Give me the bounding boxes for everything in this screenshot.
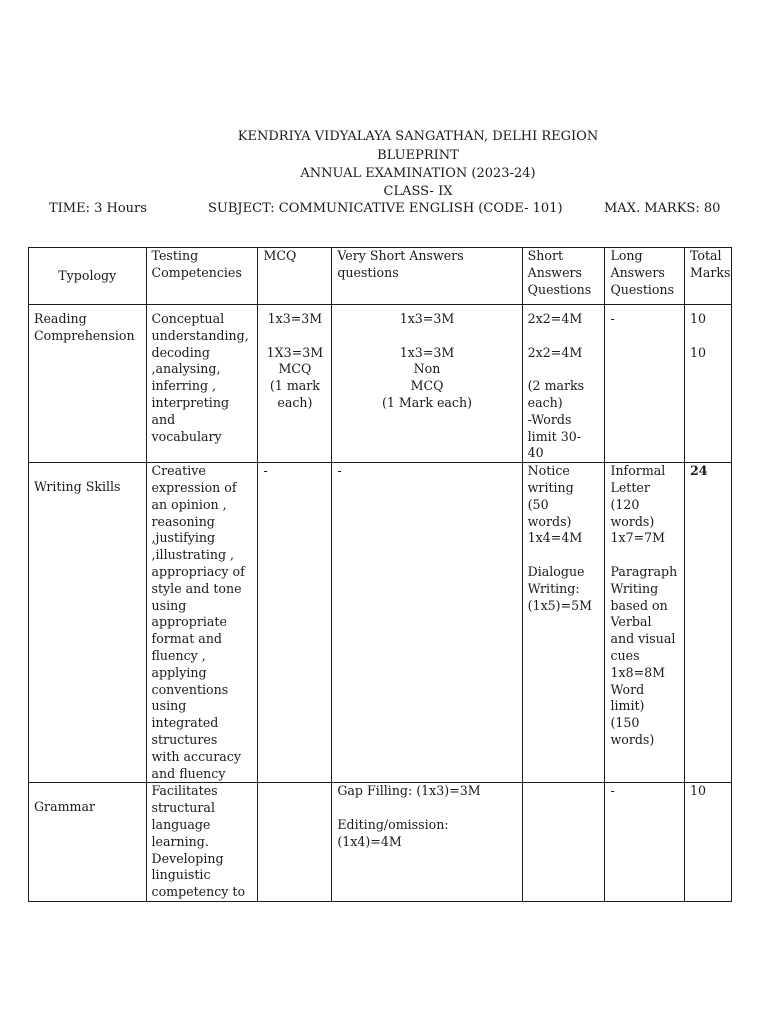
vsa-cell: Gap Filling: (1x3)=3M Editing/omission: (1x4)=4M — [332, 783, 522, 902]
total-value: 24 — [689, 463, 708, 479]
table-row-writing-skills — [29, 463, 732, 783]
table-row-reading-comprehension — [29, 305, 732, 463]
blueprint-table — [28, 247, 732, 902]
table-header-row — [29, 248, 732, 305]
exam-max-marks: MAX. MARKS: 80 — [604, 201, 721, 216]
competencies-cell: Creative expression of an opinion , reasoning ,justifying ,illustrating , appropriacy of style and tone using appropriate format and fluency , applying conventions using integrated structures with accuracy and fluency — [146, 463, 258, 783]
typology-label: Grammar — [34, 799, 96, 815]
sa-cell: 2x2=4M 2x2=4M (2 marks each) -Words limit 30- 40 — [522, 305, 605, 463]
typology-cell: Reading Comprehension — [29, 305, 147, 463]
vsa-cell: - — [332, 463, 522, 783]
header-line-document-type: BLUEPRINT — [377, 148, 459, 163]
sa-cell: Notice writing (50 words) 1x4=4M Dialogue Writing: (1x5)=5M — [522, 463, 605, 783]
header-line-class: CLASS- IX — [383, 184, 453, 199]
la-cell: Informal Letter (120 words) 1x7=7M Paragraph Writing based on Verbal and visual cues 1x8=8M Word limit) (150 words) — [605, 463, 684, 783]
header-line-organisation: KENDRIYA VIDYALAYA SANGATHAN, DELHI REGION — [237, 129, 599, 144]
competencies-cell: Facilitates structural language learning. Developing linguistic competency to — [146, 783, 258, 902]
mcq-cell: - — [258, 463, 332, 783]
mcq-cell — [258, 783, 332, 902]
header-long-answers: Long Answers Questions — [605, 248, 684, 305]
header-mcq: MCQ — [258, 248, 332, 305]
header-total-marks: Total Marks — [684, 248, 731, 305]
header-very-short-answers: Very Short Answers questions — [332, 248, 522, 305]
sa-cell — [522, 783, 605, 902]
total-cell: 10 10 — [684, 305, 731, 463]
la-cell: - — [605, 305, 684, 463]
competencies-cell: Conceptual understanding, decoding ,analysing, inferring , interpreting and vocabulary — [146, 305, 258, 463]
total-cell: 10 — [684, 783, 731, 902]
header-line-examination: ANNUAL EXAMINATION (2023-24) — [300, 166, 536, 181]
typology-cell — [29, 783, 147, 902]
header-typology: Typology — [29, 248, 147, 305]
typology-label: Writing Skills — [34, 479, 121, 495]
exam-subject: SUBJECT: COMMUNICATIVE ENGLISH (CODE- 101) — [208, 201, 563, 216]
header-short-answers: Short Answers Questions — [522, 248, 605, 305]
typology-cell — [29, 463, 147, 783]
table-row-grammar — [29, 783, 732, 902]
total-cell — [684, 463, 731, 783]
mcq-cell: 1x3=3M 1X3=3M MCQ (1 mark each) — [258, 305, 332, 463]
header-testing-competencies: Testing Competencies — [146, 248, 258, 305]
exam-time: TIME: 3 Hours — [49, 201, 147, 216]
vsa-cell: 1x3=3M 1x3=3M Non MCQ (1 Mark each) — [332, 305, 522, 463]
la-cell: - — [605, 783, 684, 902]
